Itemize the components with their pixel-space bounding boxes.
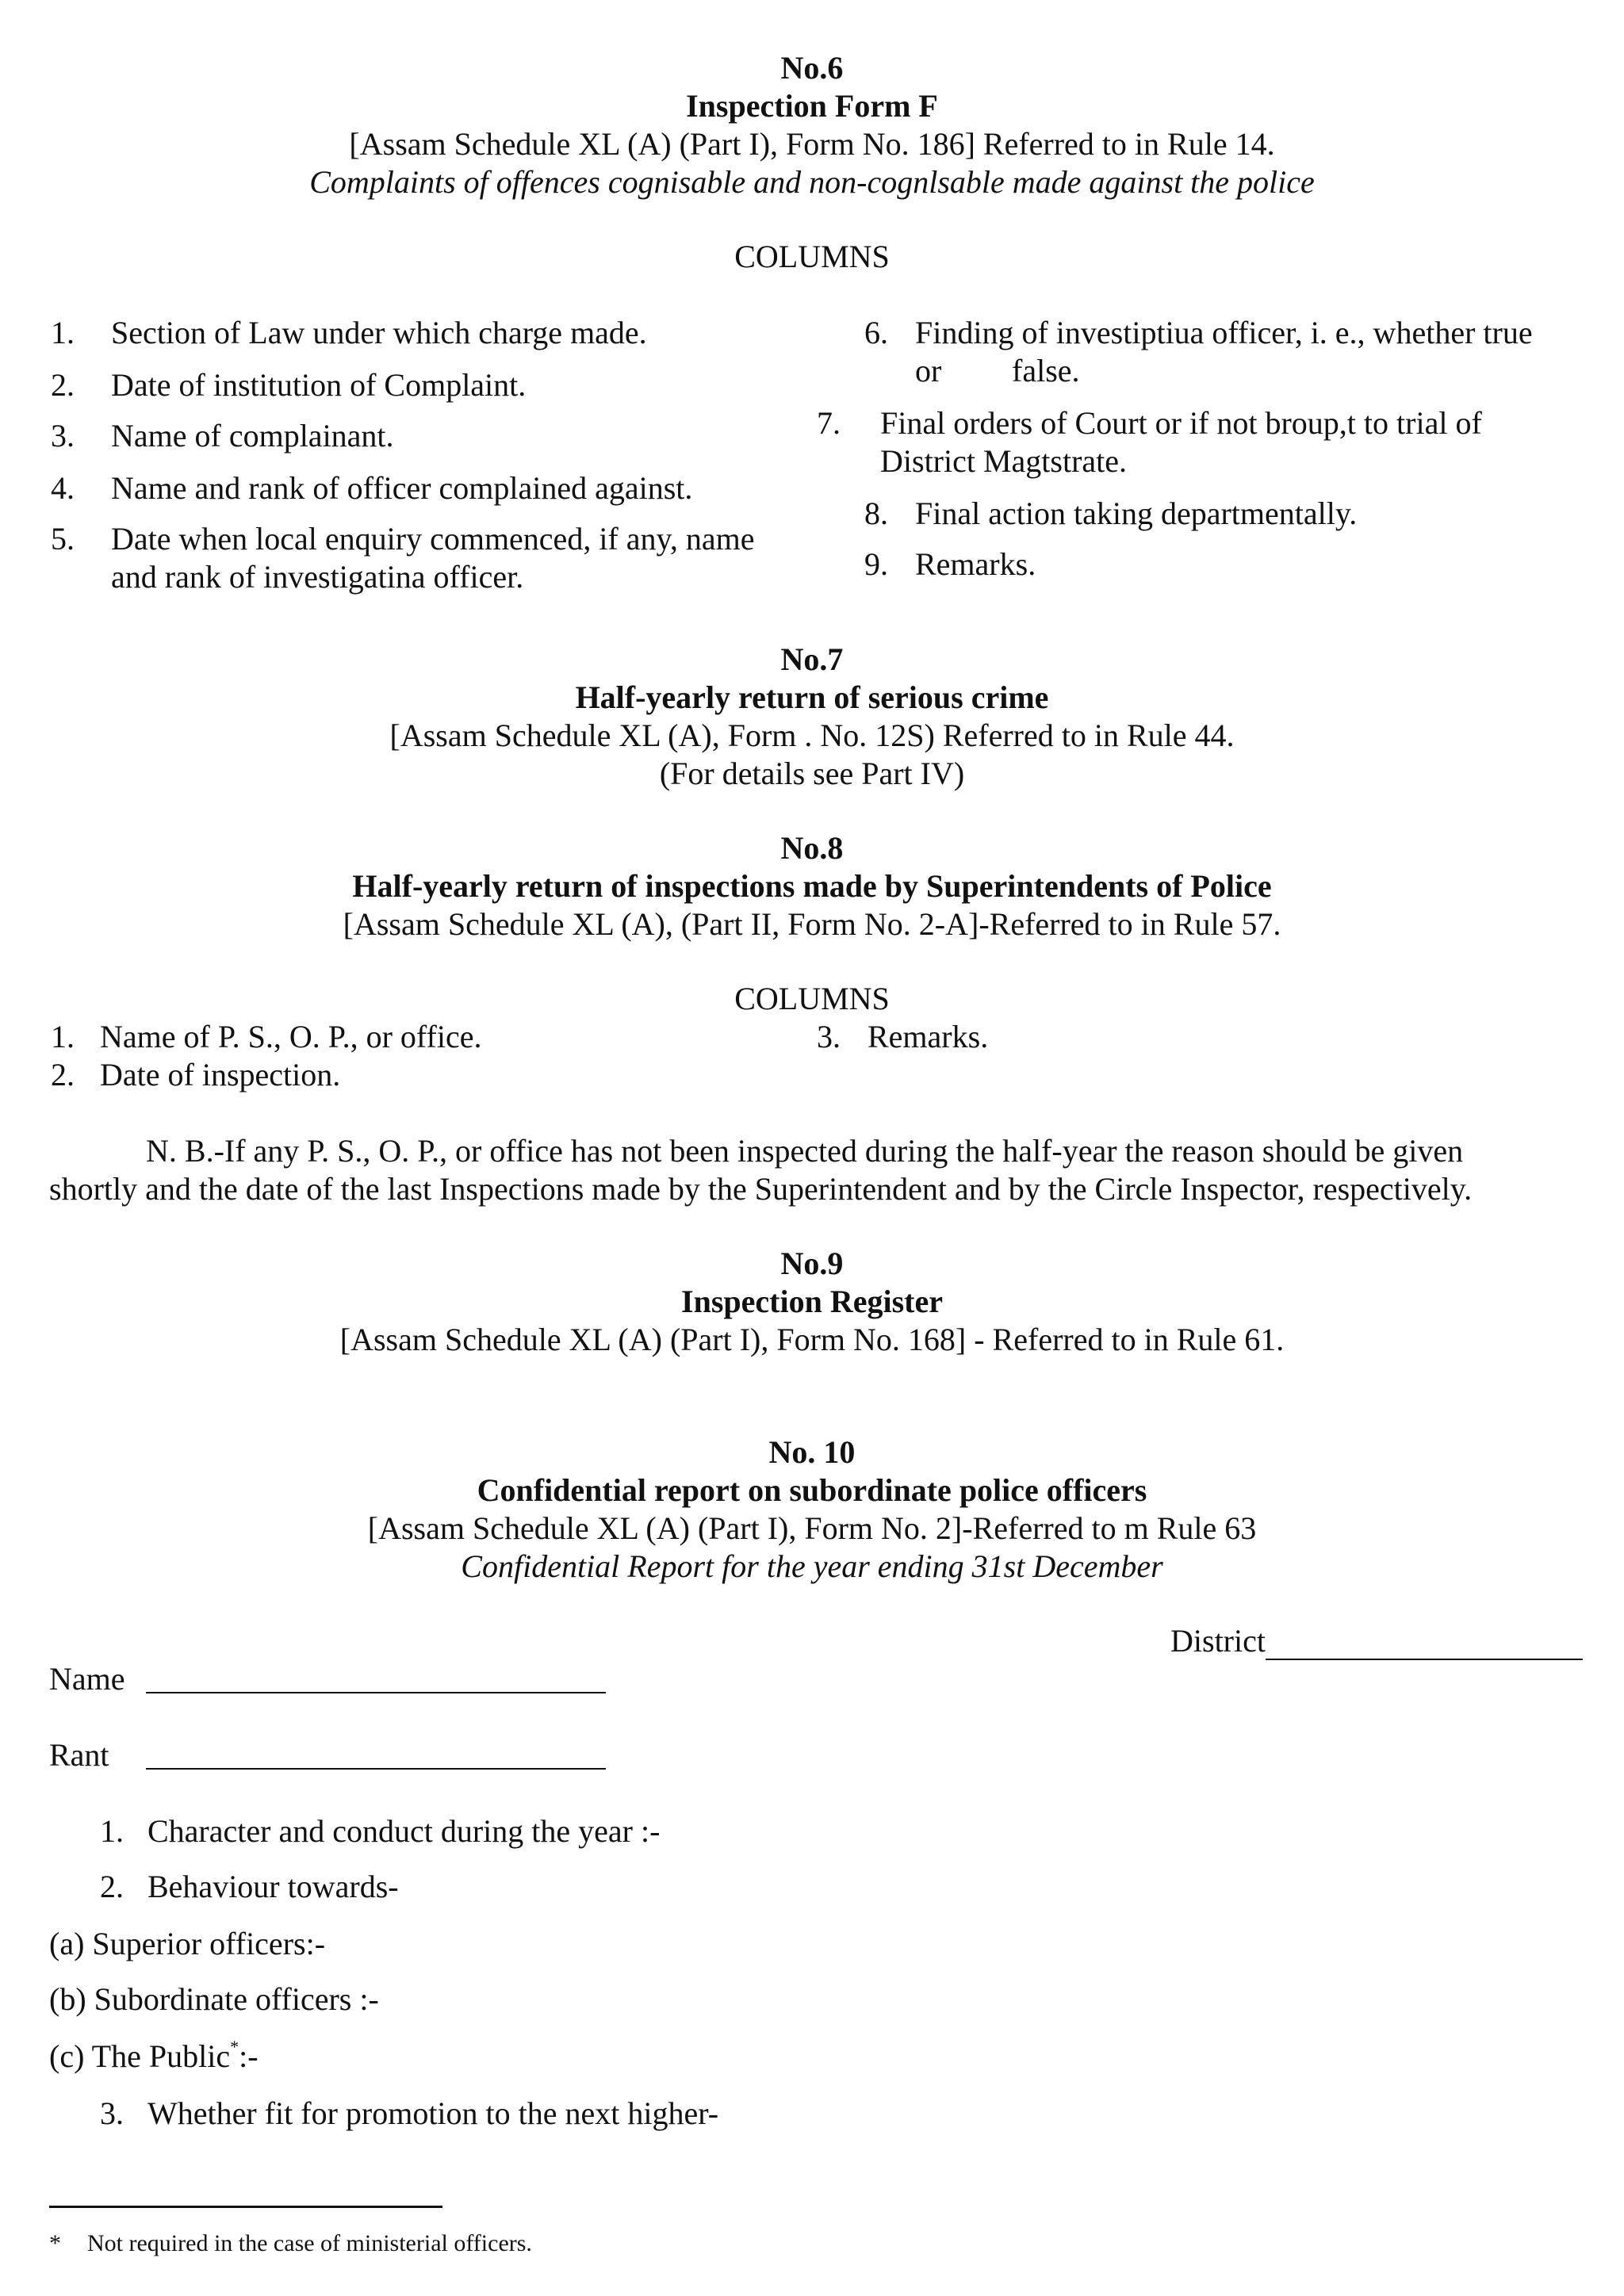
- form10-item-3-text: Whether fit for promotion to the next higher-: [147, 2095, 719, 2131]
- form6-item-3-text: Name of complainant.: [111, 418, 394, 453]
- form6-number: No.6: [780, 50, 844, 86]
- sub-c-suffix: :-: [239, 2038, 259, 2074]
- form8-item-3-text: Remarks.: [868, 1019, 989, 1054]
- district-label: District: [1170, 1623, 1266, 1659]
- form6-item-7-text: Final orders of Court or if not broup,t to trial of: [880, 405, 1482, 441]
- form6-item-7-number: 7.: [817, 405, 841, 441]
- form8-nb-line-1: N. B.-If any P. S., O. P., or office has not been inspected during the half-year the reason should be given: [146, 1133, 1464, 1169]
- rank-label: Rant: [49, 1737, 109, 1773]
- form6-reference: [Assam Schedule XL (A) (Part I), Form No. 186] Referred to in Rule 14.: [349, 126, 1275, 162]
- form10-item-1-text: Character and conduct during the year :-: [147, 1813, 661, 1849]
- form8-nb-line-2: shortly and the date of the last Inspections made by the Superintendent and by the Circle Inspector, respectively.: [49, 1171, 1473, 1207]
- form9-reference: [Assam Schedule XL (A) (Part I), Form No. 168] - Referred to in Rule 61.: [339, 1322, 1285, 1357]
- form10-title: Confidential report on subordinate police officers: [477, 1472, 1147, 1508]
- footnote-reference-mark: *: [230, 2036, 239, 2057]
- form9-title: Inspection Register: [681, 1284, 943, 1319]
- form8-number: No.8: [780, 830, 844, 866]
- form6-item-9-number: 9.: [864, 546, 888, 582]
- form10-reference: [Assam Schedule XL (A) (Part I), Form No. 2]-Referred to m Rule 63: [367, 1510, 1257, 1546]
- form8-item-1-number: 1.: [51, 1019, 75, 1054]
- footnote-mark: *: [49, 2230, 61, 2256]
- form7-title: Half-yearly return of serious crime: [575, 679, 1049, 715]
- form6-item-2-number: 2.: [51, 367, 75, 403]
- form10-subtitle: Confidential Report for the year ending 31st December: [461, 1548, 1163, 1584]
- form7-note: (For details see Part IV): [659, 756, 965, 791]
- form10-item-1-number: 1.: [100, 1813, 124, 1849]
- form6-item-5-text: Date when local enquiry commenced, if any, name: [111, 521, 755, 557]
- form6-item-1-text: Section of Law under which charge made.: [111, 315, 647, 350]
- form6-item-6-text: Finding of investiptiua officer, i. e., whether true: [915, 315, 1533, 350]
- form6-item-6-or: or: [915, 353, 942, 388]
- form6-title: Inspection Form F: [686, 88, 938, 124]
- rank-blank-line: [146, 1736, 606, 1770]
- form6-subtitle: Complaints of offences cognisable and non-cognlsable made against the police: [309, 164, 1315, 200]
- form8-item-2-number: 2.: [51, 1057, 75, 1093]
- item-number: 1.: [51, 315, 75, 350]
- form10-item-2-number: 2.: [100, 1869, 124, 1904]
- form8-item-1-text: Name of P. S., O. P., or office.: [100, 1019, 482, 1054]
- form10-item-2-text: Behaviour towards-: [147, 1869, 399, 1904]
- form6-item-8-number: 8.: [864, 496, 888, 531]
- form9-number: No.9: [780, 1246, 844, 1281]
- district-field: [1170, 1622, 1583, 1660]
- form8-columns-heading: COLUMNS: [734, 981, 890, 1016]
- form6-item-7-text-cont: District Magtstrate.: [880, 443, 1128, 479]
- footnote-divider: [49, 2206, 442, 2208]
- form6-item-5-number: 5.: [51, 521, 75, 557]
- form6-item-3-number: 3.: [51, 418, 75, 453]
- form6-item-1: [51, 314, 75, 352]
- form6-item-4-number: 4.: [51, 470, 75, 506]
- form6-item-8-text: Final action taking departmentally.: [915, 496, 1358, 531]
- form10-sub-c: [49, 2038, 259, 2076]
- name-blank-line: [146, 1660, 606, 1693]
- form8-item-3-number: 3.: [817, 1019, 841, 1054]
- form7-number: No.7: [780, 641, 844, 677]
- form8-item-2-text: Date of inspection.: [100, 1057, 341, 1093]
- form6-item-5-text-cont: and rank of investigatina officer.: [111, 559, 524, 595]
- form8-title: Half-yearly return of inspections made by Superintendents of Police: [352, 868, 1272, 904]
- form6-columns-heading: COLUMNS: [734, 239, 890, 274]
- form7-reference: [Assam Schedule XL (A), Form . No. 12S) Referred to in Rule 44.: [389, 718, 1235, 753]
- form10-sub-b: (b) Subordinate officers :-: [49, 1981, 379, 2017]
- form10-sub-a: (a) Superior officers:-: [49, 1926, 326, 1961]
- name-label: Name: [49, 1661, 125, 1697]
- form8-reference: [Assam Schedule XL (A), (Part II, Form No. 2-A]-Referred to in Rule 57.: [343, 906, 1281, 942]
- form6-item-6-number: 6.: [864, 315, 888, 350]
- form6-item-9-text: Remarks.: [915, 546, 1036, 582]
- form10-number: No. 10: [768, 1434, 856, 1470]
- form6-item-2-text: Date of institution of Complaint.: [111, 367, 527, 403]
- form6-item-4-text: Name and rank of officer complained against.: [111, 470, 693, 506]
- footnote-text: Not required in the case of ministerial officers.: [87, 2230, 532, 2256]
- sub-c-text: (c) The Public: [49, 2038, 231, 2074]
- form6-item-6-false: false.: [1012, 353, 1080, 388]
- form10-item-3-number: 3.: [100, 2095, 124, 2131]
- district-blank-line: [1266, 1627, 1583, 1660]
